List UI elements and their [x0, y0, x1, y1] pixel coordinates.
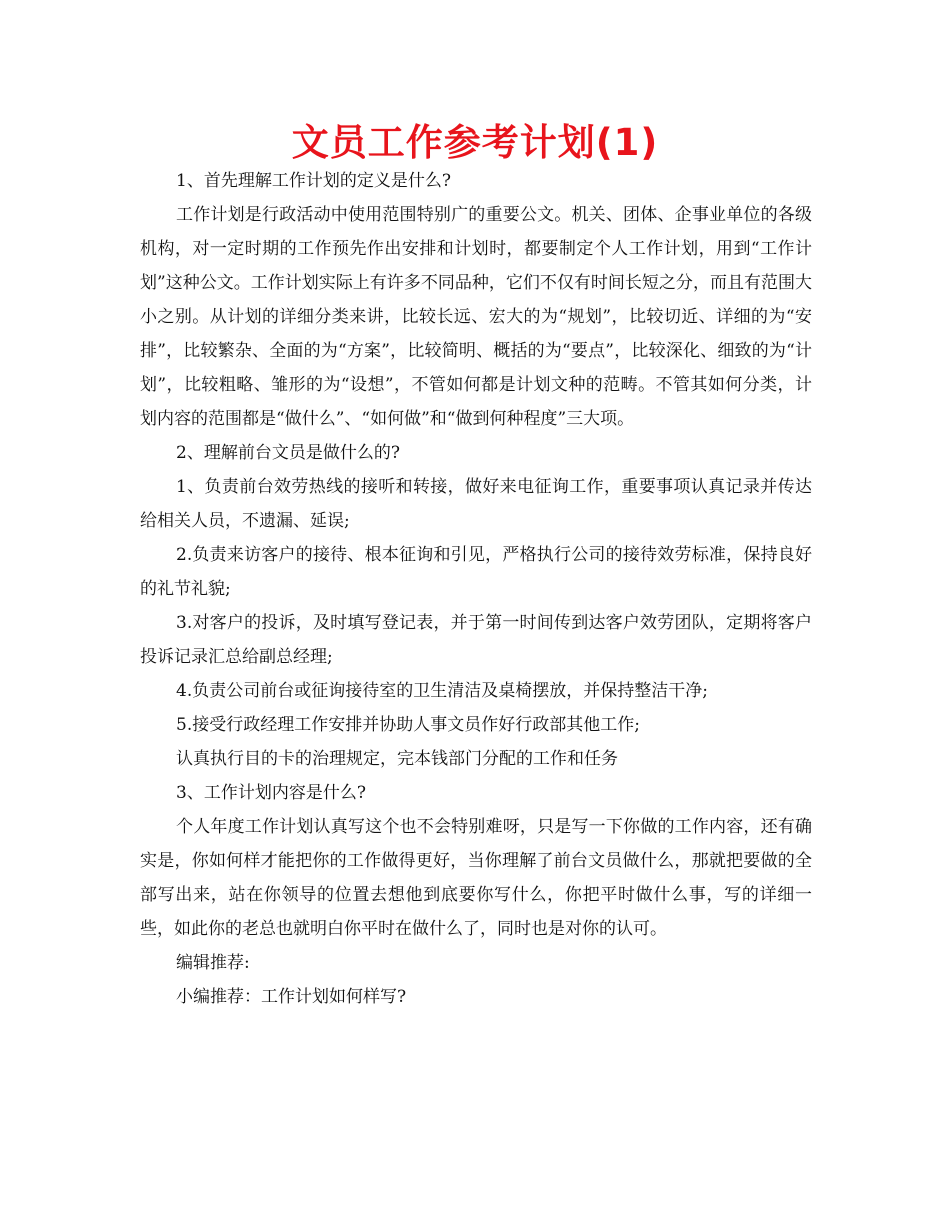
heading-question-3: 3、工作计划内容是什么? [176, 783, 366, 803]
editor-recommend-link: 小编推荐：工作计划如何样写? [176, 987, 407, 1007]
heading-question-2: 2、理解前台文员是做什么的? [176, 443, 400, 463]
paragraph-plan-definition: 工作计划是行政活动中使用范围特别广的重要公文。机关、团体、企事业单位的各级机构，对一定时期的工作预先作出安排和计划时，都要制定个人工作计划，用到“工作计划”这种公文。工作计划实际上有许多不同品种，它们不仅有时间长短之分，而且有范围大小之别。从计划的详细分类来讲，比较长远、宏大的为“规划”，比较切近、详细的为“安排”，比较繁杂、全面的为“方案”，比较简明、概括的为“要点”，比较深化、细致的为“计划”，比较粗略、雏形的为“设想”，不管如何都是计划文种的范畴。不管其如何分类，计划内容的范围都是“做什么”、“如何做”和“做到何种程度”三大项。 [140, 205, 812, 429]
document-title: 文员工作参考计划(1) [291, 121, 659, 164]
document-body [140, 164, 812, 1014]
duty-item-6: 认真执行目的卡的治理规定，完本钱部门分配的工作和任务 [176, 749, 618, 769]
duty-item-3: 3.对客户的投诉，及时填写登记表，并于第一时间传到达客户效劳团队，定期将客户投诉记录汇总给副总经理; [140, 613, 812, 667]
heading-question-1: 1、首先理解工作计划的定义是什么? [176, 171, 451, 191]
duty-item-2: 2.负责来访客户的接待、根本征询和引见，严格执行公司的接待效劳标准，保持良好的礼节礼貌; [140, 545, 812, 599]
duty-item-4: 4.负责公司前台或征询接待室的卫生清洁及桌椅摆放，并保持整洁干净; [176, 681, 708, 701]
duty-item-1: 1、负责前台效劳热线的接听和转接，做好来电征询工作，重要事项认真记录并传达给相关人员，不遗漏、延误; [140, 477, 812, 531]
paragraph-plan-content: 个人年度工作计划认真写这个也不会特别难呀，只是写一下你做的工作内容，还有确实是，你如何样才能把你的工作做得更好，当你理解了前台文员做什么，那就把要做的全部写出来，站在你领导的位置去想他到底要你写什么，你把平时做什么事，写的详细一些，如此你的老总也就明白你平时在做什么了，同时也是对你的认可。 [140, 817, 812, 939]
duty-item-5: 5.接受行政经理工作安排并协助人事文员作好行政部其他工作; [176, 715, 640, 735]
editor-recommend-label: 编辑推荐: [176, 953, 250, 973]
